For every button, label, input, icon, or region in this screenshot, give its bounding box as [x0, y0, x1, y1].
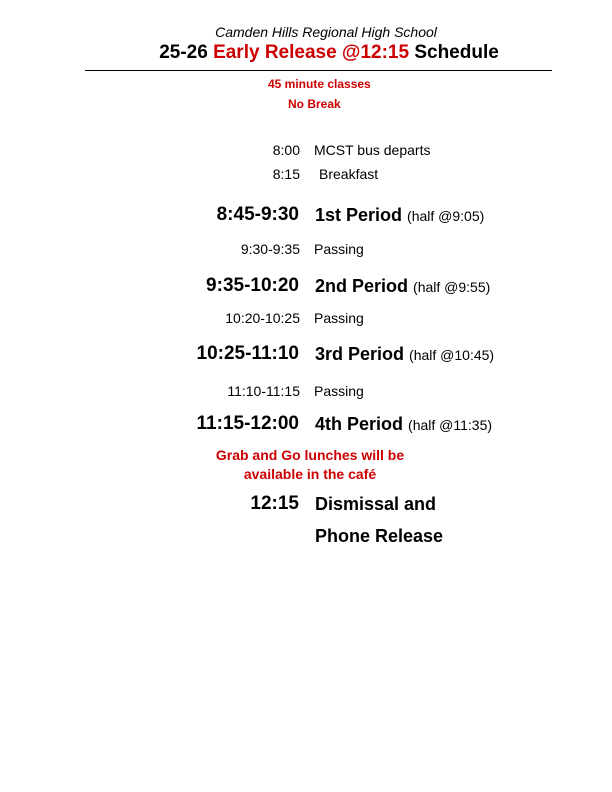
period-1-name: 1st Period [315, 205, 403, 225]
label-passing-2: Passing [314, 310, 364, 326]
time-period-1: 8:45-9:30 [216, 204, 299, 225]
label-period-2 [315, 276, 490, 297]
label-period-4 [315, 414, 492, 435]
title-suffix: Schedule [409, 42, 499, 63]
time-breakfast: 8:15 [272, 166, 300, 182]
page-title [0, 42, 612, 64]
label-breakfast: Breakfast [319, 166, 379, 182]
title-highlight: Early Release @12:15 [213, 42, 410, 63]
time-period-4: 11:15-12:00 [196, 413, 299, 434]
title-prefix: 25-26 [159, 42, 214, 63]
note-class-length: 45 minute classes [268, 77, 371, 91]
label-passing-1: Passing [314, 241, 364, 257]
period-2-name: 2nd Period [315, 276, 409, 296]
lunch-note-line-1: Grab and Go lunches will be [215, 447, 405, 463]
label-period-1 [315, 205, 484, 226]
label-bus: MCST bus departs [314, 142, 431, 158]
lunch-note-line-2: available in the café [243, 466, 377, 482]
period-3-name: 3rd Period [315, 344, 405, 364]
period-2-half: (half @9:55) [413, 279, 491, 295]
time-bus: 8:00 [272, 142, 300, 158]
note-no-break: No Break [288, 97, 341, 111]
time-passing-3: 11:10-11:15 [227, 383, 300, 399]
school-name: Camden Hills Regional High School [215, 24, 437, 40]
period-4-half: (half @11:35) [408, 417, 493, 433]
time-period-3: 10:25-11:10 [196, 343, 299, 364]
lunch-note [150, 446, 470, 484]
period-4-name: 4th Period [315, 414, 404, 434]
label-period-3 [315, 344, 494, 365]
time-passing-1: 9:30-9:35 [240, 241, 300, 257]
time-period-2: 9:35-10:20 [206, 275, 299, 296]
period-3-half: (half @10:45) [409, 347, 495, 363]
label-dismissal: Dismissal and [315, 494, 437, 514]
period-1-half: (half @9:05) [407, 208, 485, 224]
label-phone-release: Phone Release [315, 526, 444, 546]
time-dismissal: 12:15 [250, 493, 299, 514]
label-passing-3: Passing [314, 383, 364, 399]
time-passing-2: 10:20-10:25 [225, 310, 300, 326]
header-divider [85, 70, 552, 71]
